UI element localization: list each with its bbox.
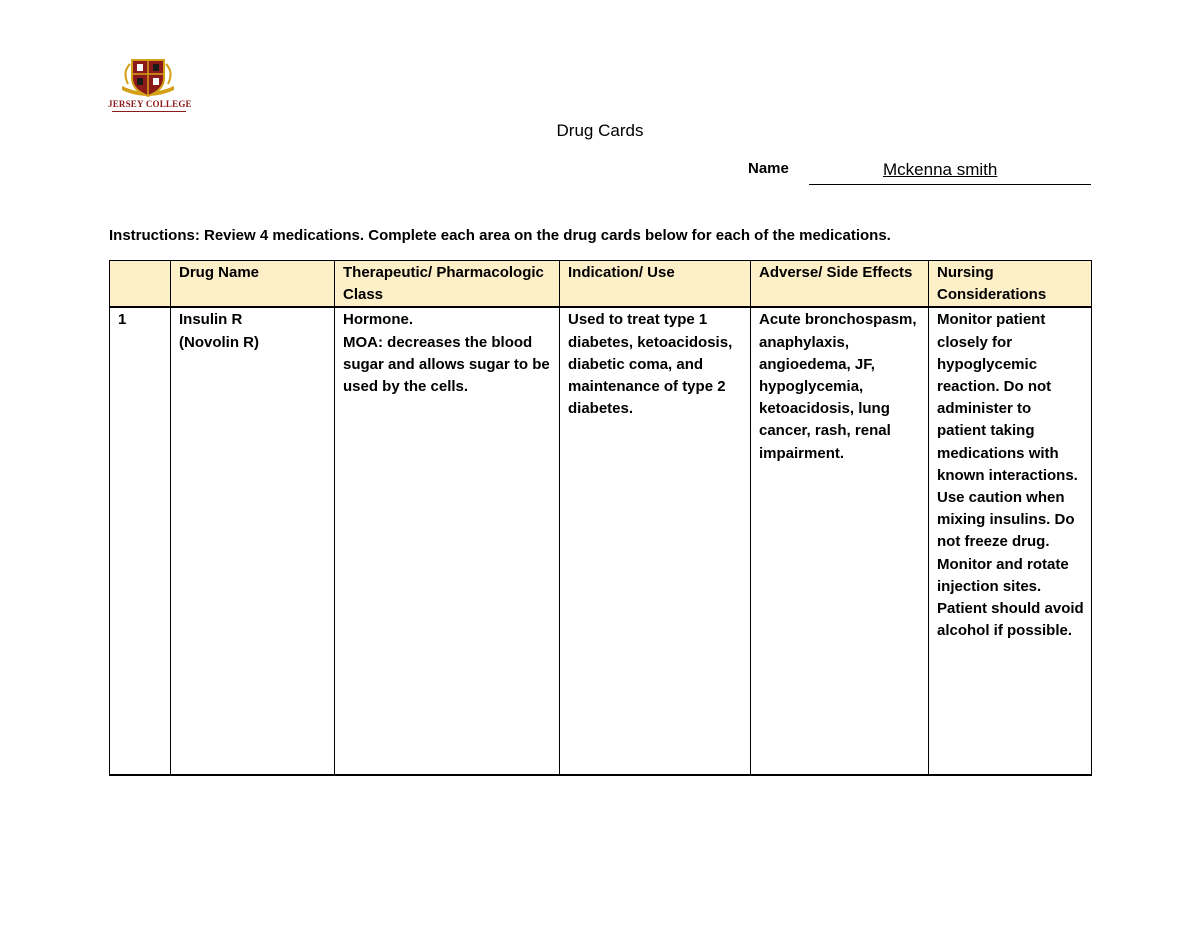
mechanism-of-action: MOA: decreases the blood sugar and allows sugar to be used by the cells. [343, 333, 550, 396]
nursing-considerations-cell[interactable]: Monitor patient closely for hypoglycemic reaction. Do not administer to patient taking medications with known interactions. Use caution when mixing insulins. Do not freeze drug. Monitor and rotate injection sites. Patient should avoid alcohol if possible. [929, 307, 1092, 775]
drug-class: Hormone. [343, 311, 414, 329]
name-value: Mckenna smith [883, 160, 998, 179]
column-header-indication: Indication/ Use [560, 261, 751, 308]
table-header-row [110, 261, 1092, 308]
drug-card-table [109, 260, 1092, 776]
drug-brand-name: (Novolin R) [179, 333, 259, 351]
college-logo [108, 56, 192, 118]
column-header-class: Therapeutic/ Pharmacologic Class [335, 261, 560, 308]
row-number: 1 [110, 307, 171, 775]
logo-text: JERSEY COLLEGE [108, 99, 192, 109]
column-header-drug-name: Drug Name [171, 261, 335, 308]
adverse-effects-cell[interactable]: Acute bronchospasm, anaphylaxis, angioedema, JF, hypoglycemia, ketoacidosis, lung cancer, rash, renal impairment. [751, 307, 929, 775]
table-row [110, 307, 1092, 775]
crest-icon [108, 56, 188, 100]
drug-name-cell[interactable] [171, 307, 335, 775]
logo-underline [112, 111, 186, 112]
name-label: Name [748, 160, 789, 177]
column-header-number [110, 261, 171, 308]
page-title: Drug Cards [556, 121, 644, 140]
column-header-nursing-considerations: Nursing Considerations [929, 261, 1092, 308]
indication-cell[interactable]: Used to treat type 1 diabetes, ketoacidosis, diabetic coma, and maintenance of type 2 diabetes. [560, 307, 751, 775]
column-header-adverse-effects: Adverse/ Side Effects [751, 261, 929, 308]
class-cell[interactable] [335, 307, 560, 775]
drug-name: Insulin R [179, 311, 243, 329]
instructions-text: Instructions: Review 4 medications. Complete each area on the drug cards below for each of the medications. [109, 227, 891, 244]
name-field[interactable] [809, 158, 1091, 185]
